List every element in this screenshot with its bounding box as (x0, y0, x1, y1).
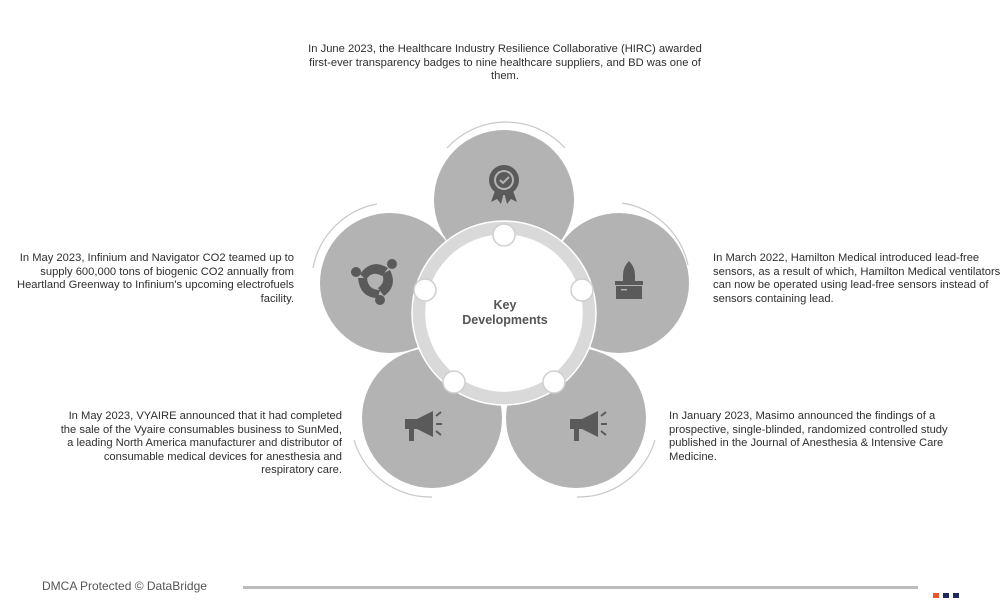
center-label (445, 298, 565, 328)
center-label-line2: Developments (462, 313, 548, 327)
brand-dot-navy (953, 593, 959, 598)
note-right: In March 2022, Hamilton Medical introduced lead-free sensors, as a result of which, Hamilton Medical ventilators can now be operated using lead-free sensors instead of sensors containing lead. (713, 252, 1001, 305)
note-bottom-right: In January 2023, Masimo announced the findings of a prospective, single-blinded, randomized controlled study published in the Journal of Anesthesia & Intensive Care Medicine. (669, 410, 948, 463)
center-label-line1: Key (493, 298, 517, 312)
brand-dots (933, 585, 963, 603)
node-left (414, 279, 436, 301)
footer-copyright: DMCA Protected © DataBridge (42, 579, 207, 593)
note-bottom-left: In May 2023, VYAIRE announced that it had completed the sale of the Vyaire consumables business to SunMed, a leading North America manufacturer and distributor of consumable medical devices for anesthesia and respiratory care. (60, 410, 342, 477)
node-top (493, 224, 515, 246)
brand-dot-navy (943, 593, 949, 598)
note-top: In June 2023, the Healthcare Industry Resilience Collaborative (HIRC) awarded first-ever transparency badges to nine healthcare suppliers, and BD was one of them. (308, 43, 702, 83)
node-bottom-right (543, 371, 565, 393)
brand-dot-orange (933, 593, 939, 598)
note-left: In May 2023, Infinium and Navigator CO2 teamed up to supply 600,000 tons of biogenic CO2 annually from Heartland Greenway to Infinium's upcoming electrofuels facility. (17, 252, 294, 305)
node-bottom-left (443, 371, 465, 393)
node-right (571, 279, 593, 301)
footer-divider (243, 586, 918, 589)
